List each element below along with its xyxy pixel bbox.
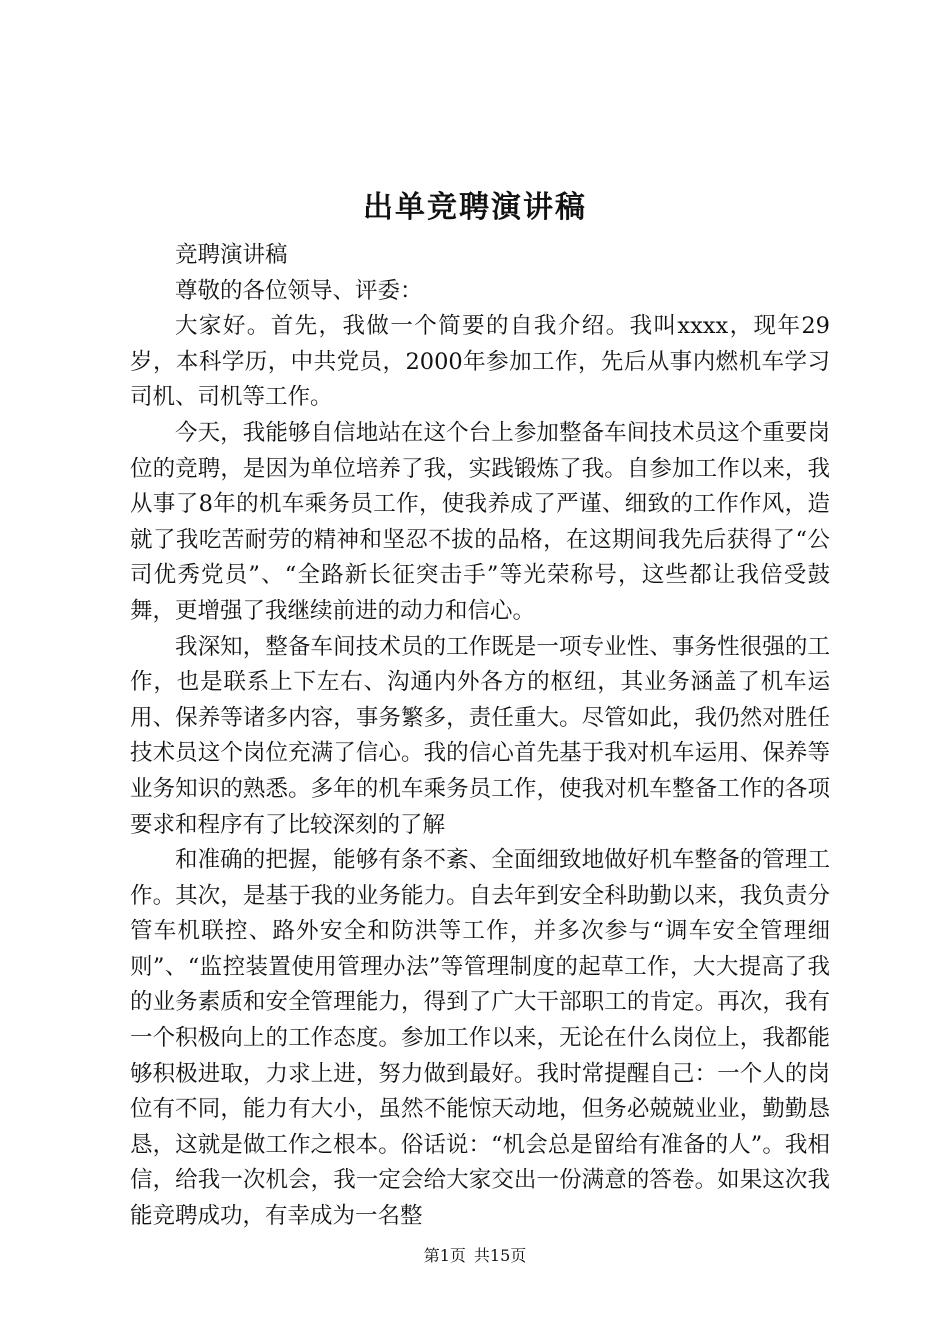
document-body bbox=[130, 238, 830, 1235]
page-total: 共15页 bbox=[473, 1246, 527, 1265]
page-footer bbox=[0, 1244, 950, 1268]
document-title: 出单竞聘演讲稿 bbox=[363, 190, 587, 225]
paragraph-confidence: 我深知，整备车间技术员的工作既是一项专业性、事务性很强的工作，也是联系上下左右、沟通内外各方的枢纽，其业务涵盖了机车运用、保养等诸多内容，事务繁多，责任重大。尽管如此，我仍然对胜任技术员这个岗位充满了信心。我的信心首先基于我对机车运用、保养等业务知识的熟悉。多年的机车乘务员工作，使我对机车整备工作的各项要求和程序有了比较深刻的了解 bbox=[130, 633, 830, 838]
paragraph-salutation: 尊敬的各位领导、评委： bbox=[175, 277, 423, 304]
paragraph-experience: 今天，我能够自信地站在这个台上参加整备车间技术员这个重要岗位的竞聘，是因为单位培养了我，实践锻炼了我。自参加工作以来，我从事了8年的机车乘务员工作，使我养成了严谨、细致的工作作风，造就了我吃苦耐劳的精神和坚忍不拔的品格，在这期间我先后获得了“公司优秀党员”、“全路新长征突击手”等光荣称号，这些都让我倍受鼓舞，更增强了我继续前进的动力和信心。 bbox=[130, 419, 830, 624]
paragraph-introduction: 大家好。首先，我做一个简要的自我介绍。我叫xxxx，现年29岁，本科学历，中共党员，2000年参加工作，先后从事内燃机车学习司机、司机等工作。 bbox=[130, 313, 830, 411]
paragraph-heading: 竞聘演讲稿 bbox=[175, 242, 288, 268]
page-number: 第1页 bbox=[423, 1246, 466, 1265]
paragraph-abilities: 和准确的把握，能够有条不紊、全面细致地做好机车整备的管理工作。其次，是基于我的业务能力。自去年到安全科助勤以来，我负责分管车机联控、路外安全和防洪等工作，并多次参与“调车安全管理细则”、“监控装置使用管理办法”等管理制度的起草工作，大大提高了我的业务素质和安全管理能力，得到了广大干部职工的肯定。再次，我有一个积极向上的工作态度。参加工作以来，无论在什么岗位上，我都能够积极进取，力求上进，努力做到最好。我时常提醒自己：一个人的岗位有不同，能力有大小，虽然不能惊天动地，但务必兢兢业业，勤勤恳恳，这就是做工作之根本。俗话说：“机会总是留给有准备的人”。我相信，给我一次机会，我一定会给大家交出一份满意的答卷。如果这次我能竞聘成功，有幸成为一名整 bbox=[130, 847, 830, 1230]
